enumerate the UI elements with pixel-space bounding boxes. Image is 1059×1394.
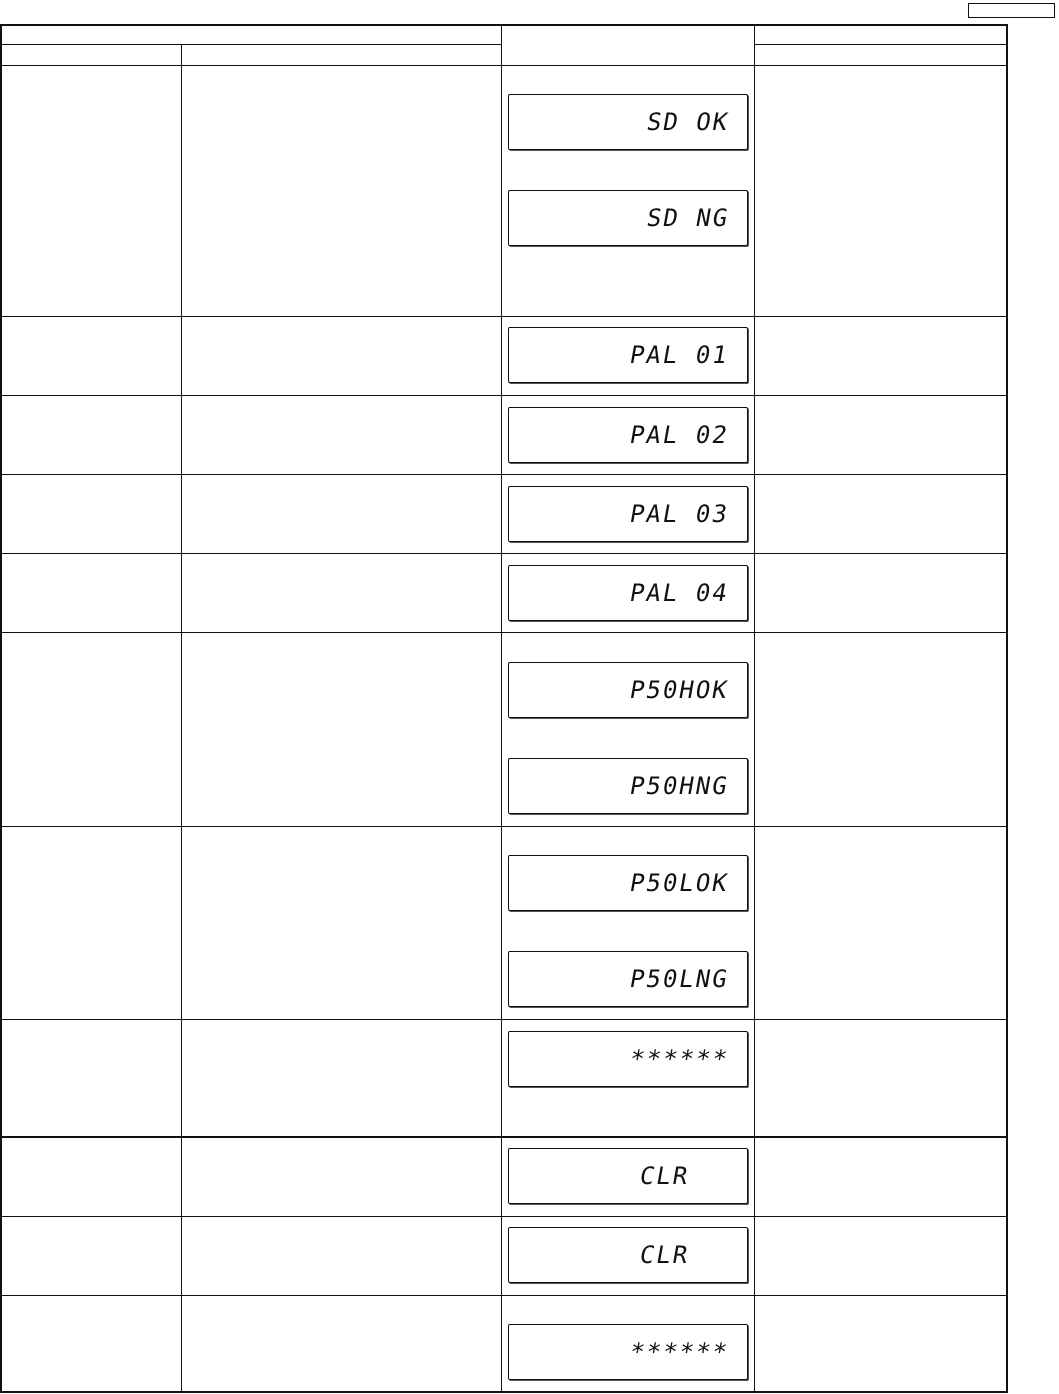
display-panel xyxy=(508,855,748,911)
row-separator xyxy=(0,1019,1008,1020)
display-readout: CLR xyxy=(637,1241,692,1269)
display-readout: P50HNG xyxy=(627,772,732,800)
display-readout: CLR xyxy=(637,1162,692,1190)
display-readout: ****** xyxy=(627,1338,732,1366)
display-panel xyxy=(508,662,748,718)
row-separator xyxy=(0,395,1008,396)
row-separator xyxy=(0,553,1008,554)
display-panel xyxy=(508,1031,748,1087)
display-panel xyxy=(508,565,748,621)
display-panel xyxy=(508,1324,748,1380)
display-panel xyxy=(508,951,748,1007)
row-separator xyxy=(0,1136,1008,1138)
row-separator xyxy=(0,316,1008,317)
display-readout: PAL 02 xyxy=(627,421,732,449)
display-readout: PAL 03 xyxy=(627,500,732,528)
row-separator xyxy=(0,1216,1008,1217)
display-panel xyxy=(508,327,748,383)
header-divider-left xyxy=(0,44,502,45)
display-readout: ****** xyxy=(627,1045,732,1073)
table-bottom-border xyxy=(0,1391,1008,1393)
display-readout: PAL 01 xyxy=(627,341,732,369)
row-separator xyxy=(0,632,1008,633)
page-number-tag xyxy=(968,3,1055,18)
row-separator xyxy=(0,474,1008,475)
display-panel xyxy=(508,94,748,150)
table-left-border xyxy=(0,24,2,1393)
display-readout: SD NG xyxy=(644,204,732,232)
display-readout: P50LOK xyxy=(627,869,732,897)
display-readout: SD OK xyxy=(644,108,732,136)
header-divider-right xyxy=(754,44,1008,45)
display-readout: PAL 04 xyxy=(627,579,732,607)
row-separator xyxy=(0,826,1008,827)
column-divider-1 xyxy=(181,44,182,1393)
display-panel xyxy=(508,407,748,463)
display-panel xyxy=(508,758,748,814)
column-divider-3 xyxy=(754,24,755,1393)
table-right-border xyxy=(1006,24,1008,1393)
row-separator xyxy=(0,1295,1008,1296)
header-bottom-line xyxy=(0,65,1008,66)
table-top-border xyxy=(0,24,1008,26)
display-panel xyxy=(508,190,748,246)
display-panel xyxy=(508,1148,748,1204)
display-panel xyxy=(508,1227,748,1283)
column-divider-2 xyxy=(501,24,502,1393)
display-panel xyxy=(508,486,748,542)
display-readout: P50LNG xyxy=(627,965,732,993)
display-readout: P50HOK xyxy=(627,676,732,704)
